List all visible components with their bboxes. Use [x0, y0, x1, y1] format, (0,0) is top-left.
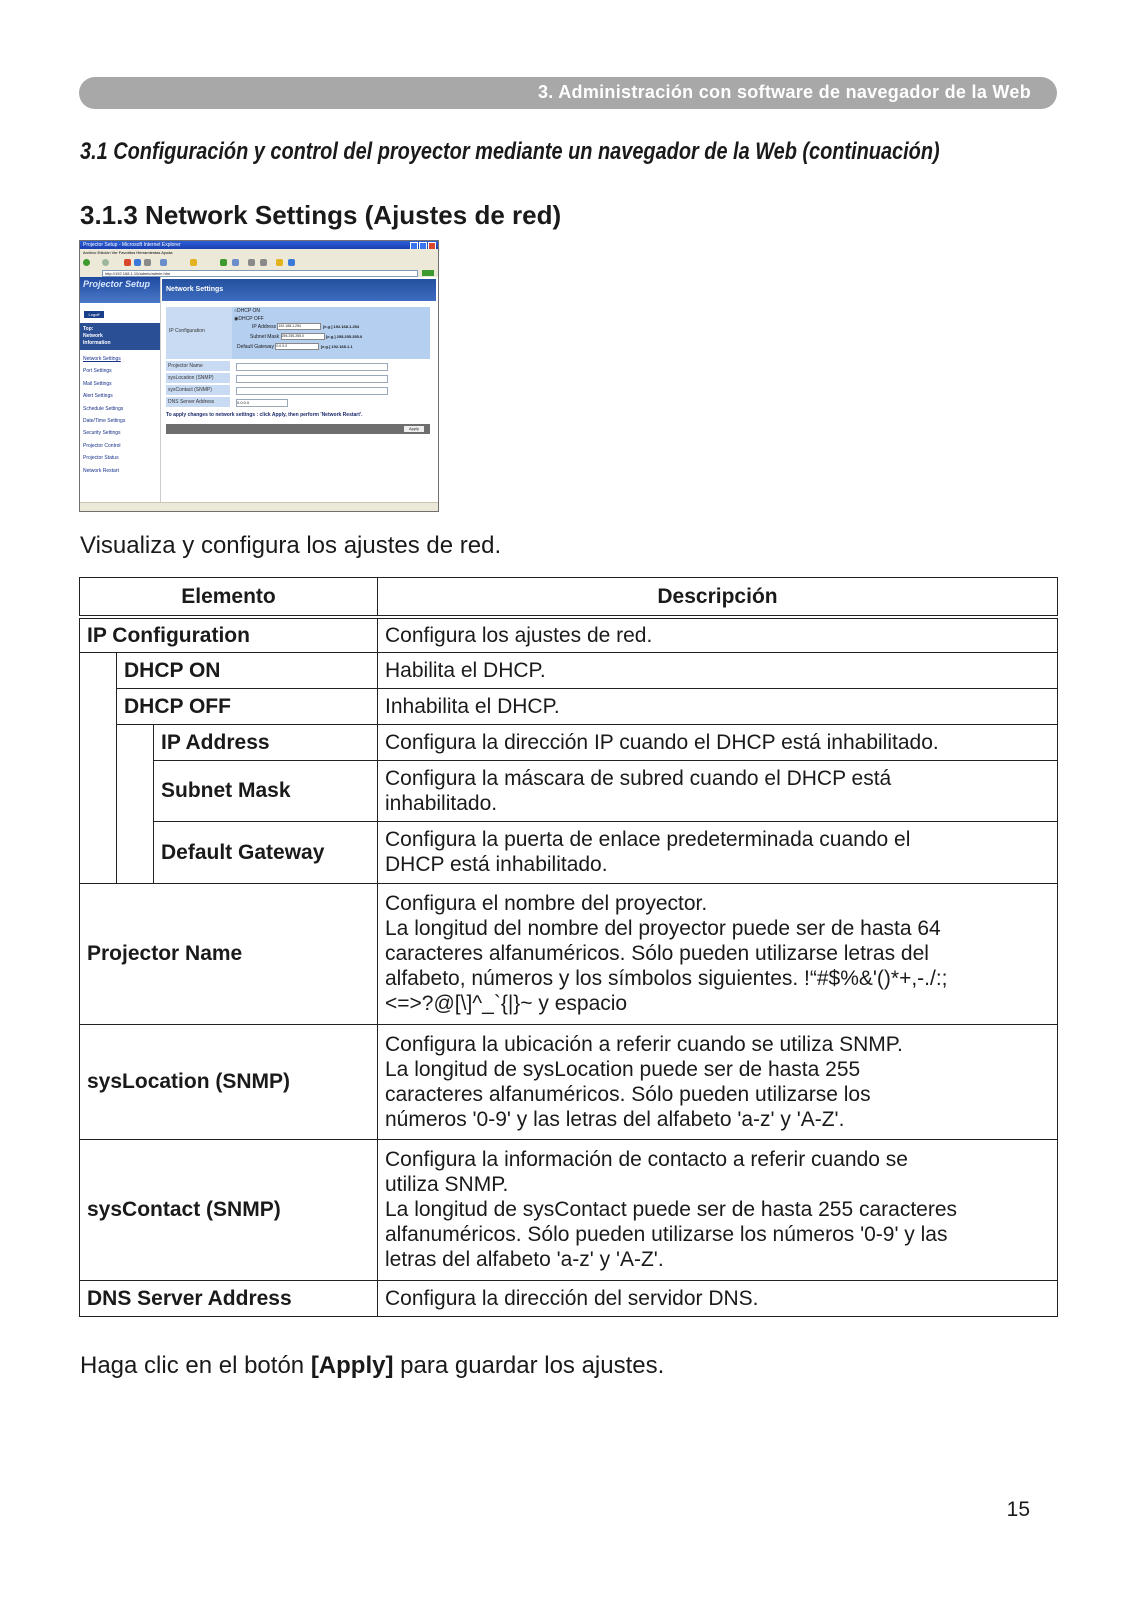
nav-projector-status: Projector Status: [83, 455, 119, 462]
syscontact-row: sysContact (SNMP): [166, 385, 430, 395]
edit-icon: [276, 259, 283, 266]
projector-name-row: Projector Name: [166, 361, 430, 371]
syslocation-input: [236, 375, 388, 383]
projector-setup-logo: Projector Setup: [80, 277, 160, 303]
row-description: Configura la información de contacto a referir cuando se utiliza SNMP. La longitud de sysContact puede ser de hasta 255 caracteres alfanuméricos. Sólo pueden utilizarse los números '0-9' y las letras del alfabeto 'a-z' y 'A-Z'.: [378, 1139, 1058, 1280]
subsection-subtitle: 3.1 Configuración y control del proyector mediante un navegador de la Web (continuación): [80, 138, 940, 165]
menu-bar: Archivo Edición Ver Favoritos Herramientas Ayuda: [80, 249, 438, 256]
nav-security-settings: Security Settings: [83, 430, 121, 437]
nav-datetime-settings: Date/Time Settings: [83, 418, 126, 425]
discuss-icon: [288, 259, 295, 266]
table-row: [80, 1139, 1058, 1280]
header-element: Elemento: [80, 578, 378, 618]
settings-table: [79, 577, 1058, 1317]
row-element: Projector Name: [80, 883, 378, 1024]
go-icon: [422, 270, 434, 276]
table-header-row: [80, 578, 1058, 618]
section-title: 3.1.3 Network Settings (Ajustes de red): [80, 200, 562, 230]
media-icon: [220, 259, 227, 266]
apply-note: To apply changes to network settings : click Apply, then perform 'Network Restart'.: [166, 412, 363, 418]
default-gateway-input: 0.0.0.0: [275, 343, 319, 350]
lead-paragraph: Visualiza y configura los ajustes de red.: [80, 532, 502, 559]
address-bar: [80, 269, 438, 277]
row-description: Configura la ubicación a referir cuando se utiliza SNMP. La longitud de sysLocation puede ser de hasta 255 caracteres alfanuméricos. Sólo pueden utilizarse los números '0-9' y las letras del alfabeto 'a-z' y 'A-Z'.: [378, 1024, 1058, 1139]
network-settings-form: [166, 307, 430, 434]
dhcp-off-option: DHCP OFF: [238, 316, 264, 322]
nav-schedule-settings: Schedule Settings: [83, 405, 124, 412]
ip-config-block: [166, 307, 430, 359]
table-row: [80, 652, 1058, 688]
row-element: IP Address: [154, 724, 378, 760]
row-description: Configura la dirección del servidor DNS.: [378, 1280, 1058, 1316]
row-element: sysContact (SNMP): [80, 1139, 378, 1280]
nav-network-settings: Network Settings: [83, 356, 121, 362]
row-element: Subnet Mask: [154, 760, 378, 821]
row-description: Configura la dirección IP cuando el DHCP está inhabilitado.: [378, 724, 1058, 760]
chapter-title: 3. Administración con software de navegador de la Web: [537, 82, 1031, 102]
table-row: [80, 1024, 1058, 1139]
screenshot-sidebar: [80, 277, 161, 503]
row-description: Configura la máscara de subred cuando el DHCP está inhabilitado.: [378, 760, 1058, 821]
nav-mail-settings: Mail Settings: [83, 380, 112, 387]
row-description: Inhabilita el DHCP.: [378, 688, 1058, 724]
table-row: [80, 724, 1058, 760]
subnet-mask-input: 255.255.255.0: [281, 333, 325, 340]
table-row: [80, 821, 1058, 883]
ip-config-options: ○DHCP ON ◉DHCP OFF IP Address 192.168.1.254 [e.g.] 192.168.1.254 Subnet Mask 255.255.255.0 [e.g.] 255.255.255.0 Default Gateway 0.0.0.0 [e.g.] 192.168.1.1: [232, 307, 430, 359]
print-icon: [260, 259, 267, 266]
row-element: sysLocation (SNMP): [80, 1024, 378, 1139]
browser-statusbar: [80, 502, 438, 511]
row-description: Configura los ajustes de red.: [378, 617, 1058, 652]
network-settings-header: Network Settings: [162, 279, 436, 301]
browser-toolbar: [80, 256, 438, 270]
refresh-icon: [134, 259, 141, 266]
row-element: DHCP ON: [117, 652, 378, 688]
logoff-button: Logoff: [84, 311, 104, 318]
screenshot-nav: [80, 353, 160, 477]
dhcp-on-option: DHCP ON: [237, 308, 260, 314]
apply-instruction: Haga clic en el botón [Apply] para guardar los ajustes.: [80, 1352, 665, 1379]
home-icon: [144, 259, 151, 266]
nav-projector-control: Projector Control: [83, 442, 121, 449]
page-number: 15: [1006, 1498, 1030, 1521]
forward-icon: [102, 259, 109, 266]
top-network-information: Top: Network Information: [80, 323, 160, 350]
nav-alert-settings: Alert Settings: [83, 393, 113, 400]
mail-icon: [248, 259, 255, 266]
syscontact-input: [236, 387, 388, 395]
table-row: [80, 883, 1058, 1024]
window-title: Projector Setup - Microsoft Internet Explorer: [83, 242, 181, 248]
table-row: [80, 688, 1058, 724]
chapter-header: [79, 77, 1057, 109]
projector-name-input: [236, 363, 388, 371]
screenshot-apply-button: Apply: [404, 426, 424, 432]
row-element: DHCP OFF: [117, 688, 378, 724]
row-element: Default Gateway: [154, 821, 378, 883]
row-element: DNS Server Address: [80, 1280, 378, 1316]
dns-input: 0.0.0.0: [236, 399, 288, 407]
table-row: [80, 1280, 1058, 1316]
table-row: [80, 617, 1058, 652]
row-element: IP Configuration: [80, 617, 378, 652]
dns-row: DNS Server Address 0.0.0.0: [166, 397, 430, 407]
window-titlebar: [80, 241, 438, 249]
row-description: Configura el nombre del proyector. La longitud del nombre del proyector puede ser de hasta 64 caracteres alfanuméricos. Sólo pueden utilizarse letras del alfabeto, números y los símbolos siguientes. !“#$%&'()*+,-./:; <=>?@[\]^_`{|}~ y espacio: [378, 883, 1058, 1024]
address-field: http://192.168.1.10/admin/admin.htm: [102, 270, 418, 277]
row-description: Configura la puerta de enlace predeterminada cuando el DHCP está inhabilitado.: [378, 821, 1058, 883]
screenshot-main: [162, 277, 436, 503]
syslocation-row: sysLocation (SNMP): [166, 373, 430, 383]
ip-address-input: 192.168.1.254: [277, 323, 321, 330]
history-icon: [232, 259, 239, 266]
nav-port-settings: Port Settings: [83, 368, 112, 375]
table-row: [80, 760, 1058, 821]
apply-bar: [166, 424, 430, 434]
stop-icon: [124, 259, 131, 266]
search-icon: [160, 259, 167, 266]
favorites-icon: [190, 259, 197, 266]
row-description: Habilita el DHCP.: [378, 652, 1058, 688]
header-description: Descripción: [378, 578, 1058, 618]
ip-config-label: IP Configuration: [169, 328, 205, 334]
back-icon: [83, 259, 90, 266]
nav-network-restart: Network Restart: [83, 467, 119, 474]
browser-screenshot: [79, 240, 439, 512]
apply-reference: [Apply]: [310, 1352, 394, 1379]
